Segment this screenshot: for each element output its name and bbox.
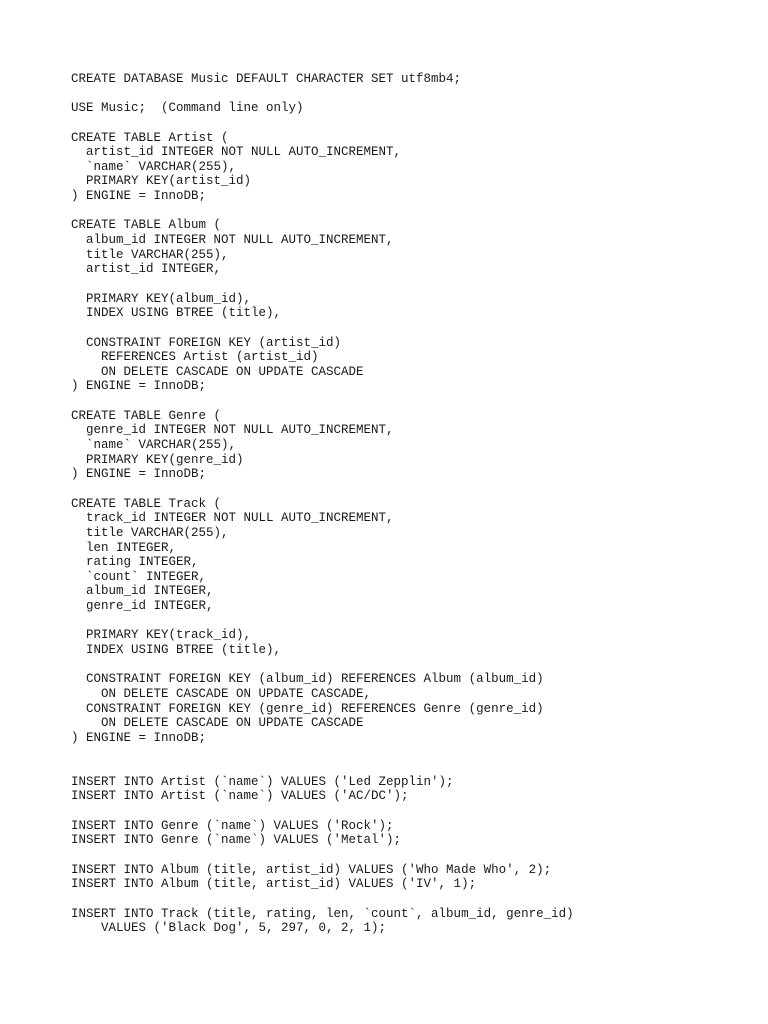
code-line: genre_id INTEGER NOT NULL AUTO_INCREMENT, — [71, 423, 394, 438]
code-line: rating INTEGER, — [71, 555, 199, 570]
code-line: INDEX USING BTREE (title), — [71, 642, 282, 657]
code-line — [71, 116, 574, 131]
code-line: title VARCHAR(255), — [71, 247, 229, 262]
code-line: PRIMARY KEY(artist_id) — [71, 174, 252, 189]
code-line — [71, 892, 574, 907]
code-line: PRIMARY KEY(track_id), — [71, 628, 252, 643]
code-line — [71, 321, 574, 336]
code-line: len INTEGER, — [71, 540, 177, 555]
code-line: ) ENGINE = InnoDB; — [71, 467, 207, 482]
code-line: CREATE TABLE Genre ( — [71, 408, 222, 423]
code-line: PRIMARY KEY(album_id), — [71, 291, 252, 306]
code-line: CREATE TABLE Artist ( — [71, 130, 229, 145]
code-line: CREATE DATABASE Music DEFAULT CHARACTER SET utf8mb4; — [71, 72, 462, 86]
code-line: CONSTRAINT FOREIGN KEY (artist_id) — [71, 335, 342, 350]
code-line — [71, 760, 574, 775]
code-line: CREATE TABLE Track ( — [71, 496, 222, 511]
code-line: artist_id INTEGER, — [71, 262, 222, 277]
code-line: INSERT INTO Track (title, rating, len, `count`, album_id, genre_id) — [71, 906, 574, 921]
code-line: REFERENCES Artist (artist_id) — [71, 350, 319, 365]
code-line: USE Music; (Command line only) — [71, 101, 304, 116]
code-line: INSERT INTO Genre (`name`) VALUES ('Rock'); — [71, 818, 394, 833]
code-line: artist_id INTEGER NOT NULL AUTO_INCREMENT, — [71, 145, 402, 160]
code-line: PRIMARY KEY(genre_id) — [71, 452, 244, 467]
code-line: `count` INTEGER, — [71, 569, 207, 584]
code-line — [71, 482, 574, 497]
code-line — [71, 394, 574, 409]
code-line: CREATE TABLE Album ( — [71, 218, 222, 233]
code-line — [71, 87, 574, 102]
code-line: ) ENGINE = InnoDB; — [71, 730, 207, 745]
code-line: track_id INTEGER NOT NULL AUTO_INCREMENT, — [71, 511, 394, 526]
code-line: CONSTRAINT FOREIGN KEY (album_id) REFERENCES Album (album_id) — [71, 672, 544, 687]
code-line — [71, 277, 574, 292]
code-line — [71, 848, 574, 863]
code-line: INSERT INTO Genre (`name`) VALUES ('Metal'); — [71, 833, 402, 848]
code-line — [71, 658, 574, 673]
code-line: ON DELETE CASCADE ON UPDATE CASCADE, — [71, 686, 372, 701]
code-line: ) ENGINE = InnoDB; — [71, 379, 207, 394]
code-line: INDEX USING BTREE (title), — [71, 306, 282, 321]
code-line: INSERT INTO Album (title, artist_id) VALUES ('IV', 1); — [71, 877, 477, 892]
code-line: CONSTRAINT FOREIGN KEY (genre_id) REFERENCES Genre (genre_id) — [71, 701, 544, 716]
code-line — [71, 204, 574, 219]
code-line: `name` VARCHAR(255), — [71, 159, 237, 174]
sql-code-block — [71, 72, 574, 936]
code-line: `name` VARCHAR(255), — [71, 438, 237, 453]
code-line — [71, 614, 574, 629]
code-line: VALUES ('Black Dog', 5, 297, 0, 2, 1); — [71, 921, 387, 936]
code-line: ON DELETE CASCADE ON UPDATE CASCADE — [71, 716, 364, 731]
code-line: INSERT INTO Artist (`name`) VALUES ('Led Zepplin'); — [71, 774, 454, 789]
code-line: ) ENGINE = InnoDB; — [71, 189, 207, 204]
code-line: genre_id INTEGER, — [71, 599, 214, 614]
code-line: INSERT INTO Album (title, artist_id) VALUES ('Who Made Who', 2); — [71, 862, 552, 877]
code-line — [71, 804, 574, 819]
code-line — [71, 745, 574, 760]
code-line: title VARCHAR(255), — [71, 525, 229, 540]
code-line: album_id INTEGER, — [71, 584, 214, 599]
code-line: ON DELETE CASCADE ON UPDATE CASCADE — [71, 364, 364, 379]
code-line: INSERT INTO Artist (`name`) VALUES ('AC/DC'); — [71, 789, 409, 804]
code-line: album_id INTEGER NOT NULL AUTO_INCREMENT, — [71, 233, 394, 248]
